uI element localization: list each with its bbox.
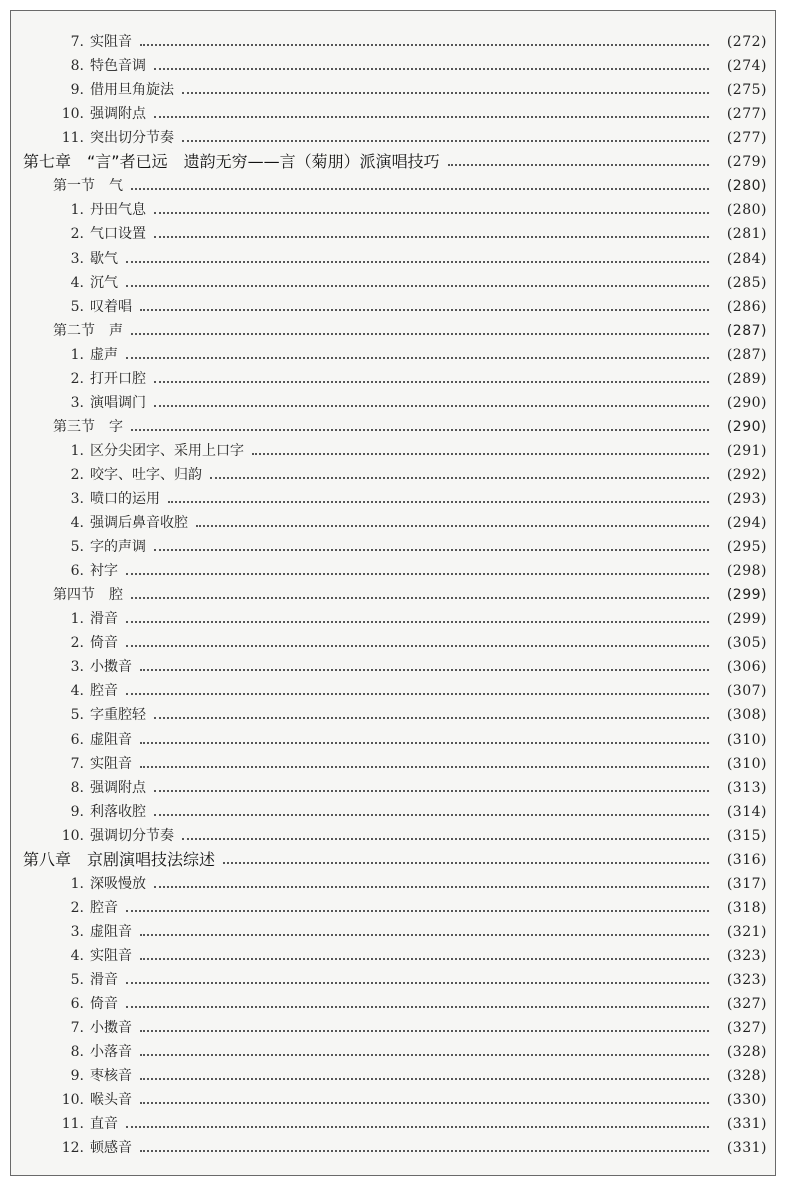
- toc-entry: [11, 753, 767, 775]
- toc-entry-title: 叹着唱: [90, 298, 132, 315]
- toc-entry-number: 4.: [70, 947, 84, 964]
- toc-entry-number: 3.: [70, 250, 84, 267]
- toc-section: [11, 320, 767, 342]
- toc-entry-number: 8.: [70, 58, 84, 74]
- toc-entry: [11, 945, 767, 967]
- dot-leader: [182, 92, 709, 94]
- toc-entry-number: 12.: [61, 1140, 84, 1157]
- toc-page-number: (289): [726, 370, 767, 387]
- toc-page-number: (280): [726, 178, 767, 195]
- toc-entry: [11, 488, 767, 510]
- dot-leader: [131, 333, 709, 335]
- toc-entry-title: 沉气: [90, 274, 118, 291]
- toc-entry: [11, 223, 767, 245]
- toc-section: [11, 175, 767, 197]
- toc-entry-title: 倚音: [90, 996, 118, 1012]
- dot-leader: [154, 381, 709, 383]
- toc-page-number: (272): [726, 34, 767, 50]
- toc-entry-number: 10.: [61, 1092, 84, 1109]
- toc-entry: [11, 272, 767, 294]
- toc-page-number: (299): [726, 611, 767, 628]
- toc-page-number: (274): [726, 58, 767, 74]
- table-of-contents: [11, 11, 775, 1175]
- toc-entry-title: 区分尖团字、采用上口字: [90, 442, 244, 459]
- dot-leader: [126, 357, 709, 359]
- toc-entry-title: 实阻音: [90, 755, 132, 772]
- toc-entry: [11, 512, 767, 534]
- toc-entry-title: 衬字: [90, 563, 118, 580]
- toc-entry-number: 2.: [70, 226, 84, 243]
- dot-leader: [210, 477, 709, 479]
- toc-entry-number: 1.: [70, 875, 84, 892]
- toc-entry-number: 9.: [70, 1068, 84, 1085]
- toc-page-number: (317): [726, 875, 767, 892]
- toc-entry-number: 8.: [70, 1044, 84, 1061]
- toc-page-number: (331): [726, 1116, 767, 1133]
- toc-entry-title: 特色音调: [90, 58, 146, 74]
- dot-leader: [252, 453, 709, 455]
- dot-leader: [182, 838, 709, 840]
- toc-page-number: (295): [726, 539, 767, 555]
- toc-entry: [11, 632, 767, 654]
- toc-entry-title: 第七章 “言”者已远 遗韵无穷——言（菊朋）派演唱技巧: [23, 152, 440, 172]
- toc-entry-title: 突出切分节奏: [90, 130, 174, 147]
- toc-entry: [11, 801, 767, 823]
- toc-entry-title: 腔音: [90, 683, 118, 700]
- toc-entry: [11, 440, 767, 462]
- toc-page-number: (285): [726, 274, 767, 291]
- toc-page-number: (307): [726, 683, 767, 700]
- toc-page-number: (286): [726, 298, 767, 315]
- toc-entry: [11, 1137, 767, 1159]
- toc-page-number: (280): [726, 202, 767, 219]
- toc-page-number: (284): [726, 250, 767, 267]
- toc-entry-number: 10.: [61, 106, 84, 123]
- toc-page-number: (281): [726, 226, 767, 243]
- dot-leader: [126, 1006, 709, 1008]
- toc-entry-number: 2.: [70, 466, 84, 483]
- toc-entry: [11, 656, 767, 678]
- dot-leader: [140, 1150, 709, 1152]
- toc-entry: [11, 873, 767, 895]
- toc-entry-number: 3.: [70, 490, 84, 507]
- dot-leader: [140, 934, 709, 936]
- toc-entry-number: 1.: [70, 442, 84, 459]
- toc-entry: [11, 296, 767, 318]
- toc-entry-title: 强调后鼻音收腔: [90, 515, 188, 531]
- toc-entry-title: 第三节 字: [53, 418, 123, 435]
- toc-page-number: (275): [726, 82, 767, 99]
- toc-entry: [11, 825, 767, 847]
- toc-page-number: (308): [726, 707, 767, 724]
- toc-page-number: (318): [726, 899, 767, 916]
- toc-entry: [11, 680, 767, 702]
- toc-entry-title: 强调切分节奏: [90, 827, 174, 844]
- toc-entry: [11, 608, 767, 630]
- dot-leader: [154, 886, 709, 888]
- toc-entry-title: 歇气: [90, 250, 118, 267]
- toc-entry-title: 腔音: [90, 899, 118, 916]
- toc-page-number: (323): [726, 947, 767, 964]
- dot-leader: [131, 597, 709, 599]
- toc-entry-title: 演唱调门: [90, 394, 146, 411]
- toc-entry-title: 打开口腔: [90, 370, 146, 387]
- toc-page-number: (330): [726, 1092, 767, 1109]
- dot-leader: [140, 742, 709, 744]
- toc-page-number: (287): [726, 322, 767, 339]
- dot-leader: [154, 717, 709, 719]
- dot-leader: [126, 621, 709, 623]
- toc-page-number: (290): [726, 394, 767, 411]
- toc-entry-title: 滑音: [90, 611, 118, 628]
- toc-page-number: (316): [726, 851, 767, 868]
- dot-leader: [154, 405, 709, 407]
- toc-page-number: (314): [726, 803, 767, 820]
- toc-entry-title: 滑音: [90, 972, 118, 988]
- toc-entry-number: 2.: [70, 370, 84, 387]
- toc-page-number: (306): [726, 659, 767, 676]
- toc-entry: [11, 1017, 767, 1039]
- dot-leader: [196, 525, 709, 527]
- toc-page-number: (321): [726, 923, 767, 940]
- toc-entry-number: 1.: [70, 202, 84, 219]
- dot-leader: [448, 164, 709, 166]
- toc-entry-number: 3.: [70, 659, 84, 676]
- toc-entry-number: 4.: [70, 515, 84, 531]
- toc-page-number: (327): [726, 996, 767, 1012]
- toc-entry-title: 第四节 腔: [53, 587, 123, 604]
- dot-leader: [154, 212, 709, 214]
- dot-leader: [140, 958, 709, 960]
- dot-leader: [140, 1054, 709, 1056]
- toc-entry-title: 第八章 京剧演唱技法综述: [23, 849, 216, 869]
- toc-entry-title: 利落收腔: [90, 803, 146, 820]
- toc-entry-title: 喉头音: [90, 1092, 132, 1109]
- toc-entry: [11, 897, 767, 919]
- toc-entry-title: 借用旦角旋法: [90, 82, 174, 99]
- toc-entry-title: 强调附点: [90, 779, 146, 796]
- toc-page-number: (323): [726, 972, 767, 988]
- book-page: [10, 10, 776, 1176]
- toc-section: [11, 416, 767, 438]
- toc-entry-number: 7.: [70, 755, 84, 772]
- toc-page-number: (328): [726, 1068, 767, 1085]
- toc-entry-number: 5.: [70, 539, 84, 555]
- toc-entry-title: 字重腔轻: [90, 707, 146, 724]
- toc-entry-number: 1.: [70, 346, 84, 363]
- dot-leader: [154, 549, 709, 551]
- toc-entry-number: 6.: [70, 996, 84, 1012]
- toc-chapter: [11, 849, 767, 871]
- toc-entry: [11, 392, 767, 414]
- dot-leader: [154, 68, 709, 70]
- toc-page-number: (290): [726, 418, 767, 435]
- toc-entry: [11, 344, 767, 366]
- toc-entry: [11, 199, 767, 221]
- toc-entry-title: 倚音: [90, 635, 118, 652]
- toc-entry-title: 虚阻音: [90, 731, 132, 748]
- toc-entry-number: 1.: [70, 611, 84, 628]
- dot-leader: [140, 1030, 709, 1032]
- toc-entry-number: 2.: [70, 635, 84, 652]
- toc-entry-title: 虚声: [90, 346, 118, 363]
- toc-entry: [11, 993, 767, 1015]
- toc-page-number: (310): [726, 731, 767, 748]
- toc-entry: [11, 368, 767, 390]
- toc-section: [11, 584, 767, 606]
- toc-page-number: (294): [726, 515, 767, 531]
- dot-leader: [131, 429, 709, 431]
- toc-entry-number: 9.: [70, 82, 84, 99]
- toc-entry-title: 咬字、吐字、归韵: [90, 466, 202, 483]
- dot-leader: [126, 261, 709, 263]
- toc-entry-title: 顿感音: [90, 1140, 132, 1157]
- toc-entry-number: 5.: [70, 298, 84, 315]
- toc-entry-number: 11.: [61, 1116, 84, 1133]
- toc-page-number: (315): [726, 827, 767, 844]
- dot-leader: [182, 140, 709, 142]
- dot-leader: [223, 862, 709, 864]
- toc-entry: [11, 777, 767, 799]
- toc-entry-title: 气口设置: [90, 226, 146, 243]
- dot-leader: [140, 1078, 709, 1080]
- toc-chapter: [11, 151, 767, 173]
- dot-leader: [126, 693, 709, 695]
- toc-entry-number: 5.: [70, 707, 84, 724]
- toc-entry-number: 6.: [70, 563, 84, 580]
- dot-leader: [126, 982, 709, 984]
- toc-entry-title: 实阻音: [90, 34, 132, 50]
- dot-leader: [126, 285, 709, 287]
- toc-page-number: (298): [726, 563, 767, 580]
- toc-entry: [11, 1089, 767, 1111]
- toc-page-number: (313): [726, 779, 767, 796]
- toc-entry-number: 4.: [70, 274, 84, 291]
- toc-entry: [11, 921, 767, 943]
- toc-entry-number: 4.: [70, 683, 84, 700]
- dot-leader: [168, 501, 709, 503]
- toc-page-number: (328): [726, 1044, 767, 1061]
- toc-entry-title: 第一节 气: [53, 178, 123, 195]
- toc-entry-title: 小擞音: [90, 659, 132, 676]
- toc-entry: [11, 464, 767, 486]
- toc-entry: [11, 1065, 767, 1087]
- toc-entry-title: 第二节 声: [53, 322, 123, 339]
- toc-page-number: (279): [726, 154, 767, 171]
- toc-entry-number: 3.: [70, 394, 84, 411]
- toc-entry-title: 强调附点: [90, 106, 146, 123]
- dot-leader: [126, 645, 709, 647]
- dot-leader: [140, 309, 709, 311]
- toc-entry-number: 10.: [61, 827, 84, 844]
- toc-entry: [11, 103, 767, 125]
- toc-page-number: (287): [726, 346, 767, 363]
- dot-leader: [140, 766, 709, 768]
- toc-entry-title: 深吸慢放: [90, 875, 146, 892]
- toc-entry: [11, 704, 767, 726]
- toc-entry-number: 9.: [70, 803, 84, 820]
- toc-entry-title: 实阻音: [90, 947, 132, 964]
- toc-page-number: (293): [726, 490, 767, 507]
- toc-entry-title: 小擞音: [90, 1020, 132, 1037]
- dot-leader: [140, 669, 709, 671]
- toc-entry-title: 字的声调: [90, 539, 146, 555]
- toc-entry-number: 7.: [70, 34, 84, 50]
- toc-entry-title: 小落音: [90, 1044, 132, 1061]
- toc-entry-title: 枣核音: [90, 1068, 132, 1085]
- toc-entry-title: 丹田气息: [90, 202, 146, 219]
- dot-leader: [154, 790, 709, 792]
- dot-leader: [154, 814, 709, 816]
- toc-entry-title: 喷口的运用: [90, 490, 160, 507]
- toc-entry-number: 8.: [70, 779, 84, 796]
- toc-page-number: (310): [726, 755, 767, 772]
- toc-entry: [11, 560, 767, 582]
- dot-leader: [140, 1102, 709, 1104]
- toc-page-number: (331): [726, 1140, 767, 1157]
- toc-entry: [11, 55, 767, 77]
- toc-entry: [11, 79, 767, 101]
- toc-page-number: (277): [726, 106, 767, 123]
- dot-leader: [154, 236, 709, 238]
- toc-page-number: (305): [726, 635, 767, 652]
- toc-page-number: (291): [726, 442, 767, 459]
- toc-entry-number: 11.: [61, 130, 84, 147]
- toc-entry: [11, 1041, 767, 1063]
- dot-leader: [154, 116, 709, 118]
- toc-entry: [11, 1113, 767, 1135]
- toc-entry: [11, 729, 767, 751]
- dot-leader: [126, 1126, 709, 1128]
- toc-entry: [11, 536, 767, 558]
- toc-entry-number: 2.: [70, 899, 84, 916]
- dot-leader: [131, 188, 709, 190]
- toc-entry: [11, 248, 767, 270]
- dot-leader: [126, 573, 709, 575]
- toc-page-number: (292): [726, 466, 767, 483]
- dot-leader: [126, 910, 709, 912]
- toc-entry-number: 5.: [70, 972, 84, 988]
- toc-page-number: (327): [726, 1020, 767, 1037]
- toc-entry-number: 6.: [70, 731, 84, 748]
- toc-entry-title: 直音: [90, 1116, 118, 1133]
- dot-leader: [140, 44, 709, 46]
- toc-page-number: (277): [726, 130, 767, 147]
- toc-page-number: (299): [726, 587, 767, 604]
- toc-entry-number: 7.: [70, 1020, 84, 1037]
- toc-entry-title: 虚阻音: [90, 923, 132, 940]
- toc-entry: [11, 969, 767, 991]
- toc-entry: [11, 127, 767, 149]
- toc-entry: [11, 31, 767, 53]
- toc-entry-number: 3.: [70, 923, 84, 940]
